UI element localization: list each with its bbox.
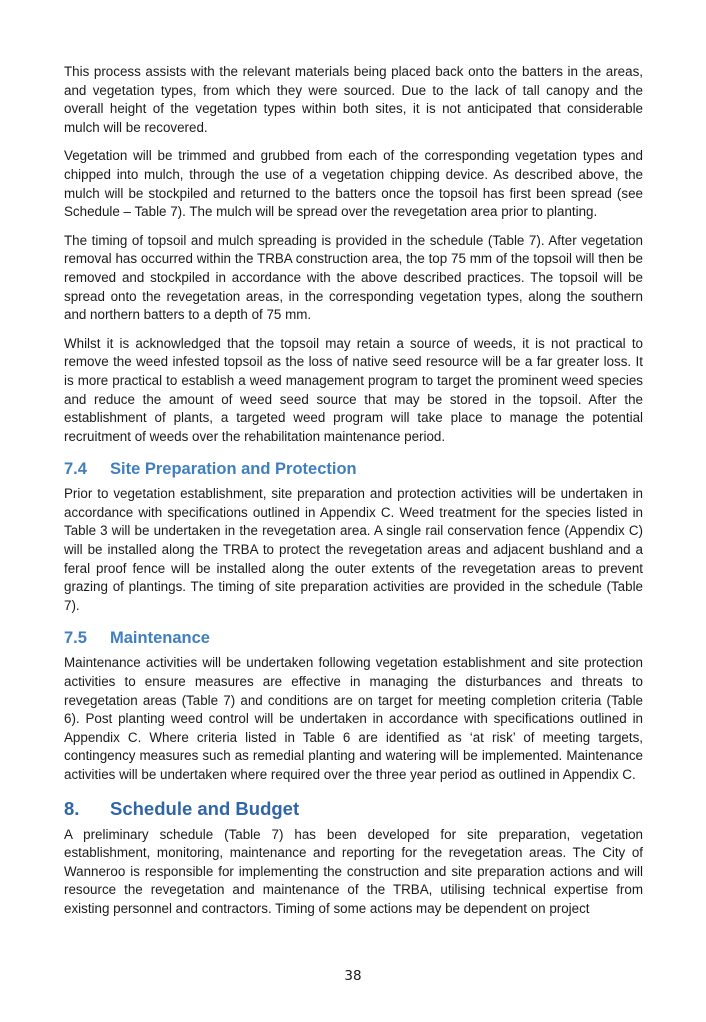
paragraph-site-preparation: Prior to vegetation establishment, site preparation and protection activities will be undertaken in accordance with specifications outlined in Appendix C. Weed treatment for the species listed in Table 3 will be undertaken in the revegetation area. A single rail conservation fence (Appendix C) will be installed along the TRBA to protect the revegetation areas and adjacent bushland and a feral proof fence will be installed along the outer extents of the revegetation areas to prevent grazing of plantings. The timing of site preparation activities are provided in the schedule (Table 7). (64, 486, 643, 613)
page-number: 38 (344, 968, 362, 984)
section-heading-7-4 (64, 459, 643, 479)
section-title: Site Preparation and Protection (110, 460, 357, 479)
paragraph-maintenance: Maintenance activities will be undertaken following vegetation establishment and site protection activities to ensure measures are effective in managing the disturbances and threats to revegetation areas (Table 7) and conditions are on target for meeting completion criteria (Table 6). Post planting weed control will be undertaken in accordance with specifications outlined in Appendix C. Where criteria listed in Table 6 are identified as ‘at risk’ of meeting targets, contingency measures such as remedial planting and watering will be implemented. Maintenance activities will be undertaken where required over the three year period as outlined in Appendix C. (64, 655, 643, 782)
paragraph-weed-management: Whilst it is acknowledged that the topsoil may retain a source of weeds, it is not practical to remove the weed infested topsoil as the loss of native seed resource will be a far greater loss. It is more practical to establish a weed management program to target the prominent weed species and reduce the amount of weed seed source that may be stored in the topsoil. After the establishment of plants, a targeted weed program will take place to manage the potential recruitment of weeds over the rehabilitation maintenance period. (64, 335, 643, 444)
section-heading-7-5 (64, 628, 643, 648)
paragraph-schedule-budget: A preliminary schedule (Table 7) has been developed for site preparation, vegetation establishment, monitoring, maintenance and reporting for the revegetation areas. The City of Wanneroo is responsible for implementing the construction and site preparation actions and will resource the revegetation and maintenance of the TRBA, utilising technical expertise from existing personnel and contractors. Timing of some actions may be dependent on project (64, 826, 643, 916)
document-page (64, 63, 643, 929)
section-number: 8. (64, 797, 80, 819)
section-title: Maintenance (110, 629, 210, 648)
paragraph-mulch-recovery: This process assists with the relevant materials being placed back onto the batters in the areas, and vegetation types, from which they were sourced. Due to the lack of tall canopy and the overall height of the vegetation types within both sites, it is not anticipated that considerable mulch will be recovered. (64, 64, 643, 135)
section-number: 7.4 (64, 460, 87, 479)
paragraph-vegetation-chipping: Vegetation will be trimmed and grubbed from each of the corresponding vegetation types and chipped into mulch, through the use of a vegetation chipping device. As described above, the mulch will be stockpiled and returned to the batters once the topsoil has first been spread (see Schedule – Table 7). The mulch will be spread over the revegetation area prior to planting. (64, 148, 643, 220)
section-heading-8 (64, 798, 643, 820)
section-number: 7.5 (64, 629, 87, 648)
paragraph-topsoil-timing: The timing of topsoil and mulch spreading is provided in the schedule (Table 7). After vegetation removal has occurred within the TRBA construction area, the top 75 mm of the topsoil will then be removed and stockpiled in accordance with the above described practices. The topsoil will be spread onto the revegetation areas, in the corresponding vegetation types, along the southern and northern batters to a depth of 75 mm. (64, 232, 643, 323)
section-title: Schedule and Budget (110, 797, 300, 819)
